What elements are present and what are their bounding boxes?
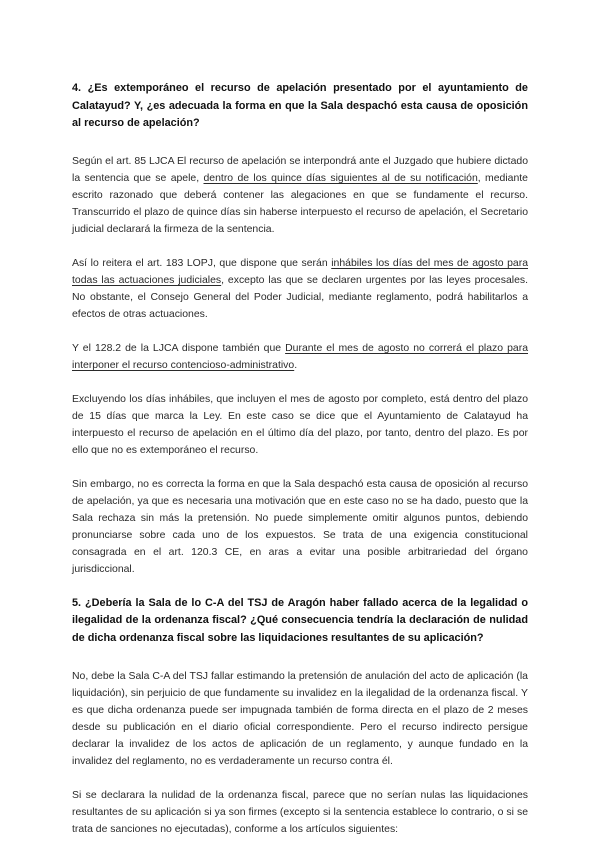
text-run: , excepto las que se declaren urgentes por las leyes procesales. No obstante, el Consejo General del Poder Judicial, mediante reglamento, podrá habilitarlos a efectos de otras actuaciones. bbox=[72, 274, 529, 320]
text-run: Así lo reitera el art. 183 LOPJ, que dispone que serán bbox=[72, 257, 332, 269]
paragraph-art-183-lopj bbox=[72, 255, 528, 323]
paragraph-nulidad-ordenanza: Si se declarara la nulidad de la ordenanza fiscal, parece que no serían nulas las liquidaciones resultantes de su aplicación si ya son firmes (excepto si la sentencia establece lo contrario, o si se trata de sanciones no ejecutadas), conforme a los artículos siguientes: bbox=[72, 789, 528, 835]
underlined-text: Durante el mes de agosto no correrá el plazo para interponer el recurso contencioso-administrativo bbox=[72, 342, 528, 371]
text-run: , mediante escrito razonado que deberá contener las alegaciones en que se fundamente el recurso. Transcurrido el plazo de quince días sin haberse interpuesto el recurso de apelación, el Secretario judicial declarará la firmeza de la sentencia. bbox=[72, 172, 528, 235]
document-body bbox=[72, 80, 528, 855]
question-4-heading: 4. ¿Es extemporáneo el recurso de apelación presentado por el ayuntamiento de Calatayud? Y, ¿es adecuada la forma en que la Sala despachó esta causa de oposición al recurso de apelación? bbox=[72, 82, 528, 130]
text-run: Y el 128.2 de la LJCA dispone también que bbox=[72, 342, 286, 354]
paragraph-motivacion: Sin embargo, no es correcta la forma en que la Sala despachó esta causa de oposición al recurso de apelación, ya que es necesaria una motivación que en este caso no se ha dado, puesto que la Sala rechaza sin más la pretensión. No puede simplemente omitir algunos puntos, debiendo pronunciarse sobre cada uno de los expuestos. Se trata de una exigencia constitucional consagrada en el art. 120.3 CE, en aras a evitar una posible arbitrariedad del órgano jurisdiccional. bbox=[72, 478, 528, 575]
question-5-heading: 5. ¿Debería la Sala de lo C-A del TSJ de Aragón haber fallado acerca de la legalidad o ilegalidad de la ordenanza fiscal? ¿Qué consecuencia tendría la declaración de nulidad de dicha ordenanza fiscal sobre las liquidaciones resultantes de su aplicación? bbox=[72, 596, 528, 644]
paragraph-art-85-ljca bbox=[72, 153, 528, 238]
paragraph-dias-inhabiles: Excluyendo los días inhábiles, que incluyen el mes de agosto por completo, está dentro del plazo de 15 días que marca la Ley. En este caso se dice que el Ayuntamiento de Calatayud ha interpuesto el recurso de apelación en el último día del plazo, por tanto, dentro del plazo. Es por ello que no es extemporáneo el recurso. bbox=[72, 393, 528, 456]
paragraph-art-128-ljca bbox=[72, 340, 528, 374]
text-run: . bbox=[294, 359, 298, 371]
underlined-text: dentro de los quince días siguientes al de su notificación bbox=[203, 172, 478, 184]
text-run: Según el art. 85 LJCA El recurso de apelación se interpondrá ante el Juzgado que hubiere dictado la sentencia que se apele, bbox=[72, 155, 528, 184]
paragraph-recurso-indirecto: No, debe la Sala C-A del TSJ fallar estimando la pretensión de anulación del acto de aplicación (la liquidación), sin perjuicio de que fundamente su invalidez en la ilegalidad de la ordenanza fiscal. Y es que dicha ordenanza puede ser impugnada también de forma directa en el plazo de 2 meses desde su publicación en el diario oficial correspondiente. Pero el recurso indirecto persigue declarar la invalidez de los actos de aplicación de un reglamento, y aunque fundado en la invalidez del reglamento, no es verdaderamente un recurso contra él. bbox=[72, 670, 528, 767]
underlined-text: inhábiles los días del mes de agosto para todas las actuaciones judiciales bbox=[72, 257, 529, 286]
